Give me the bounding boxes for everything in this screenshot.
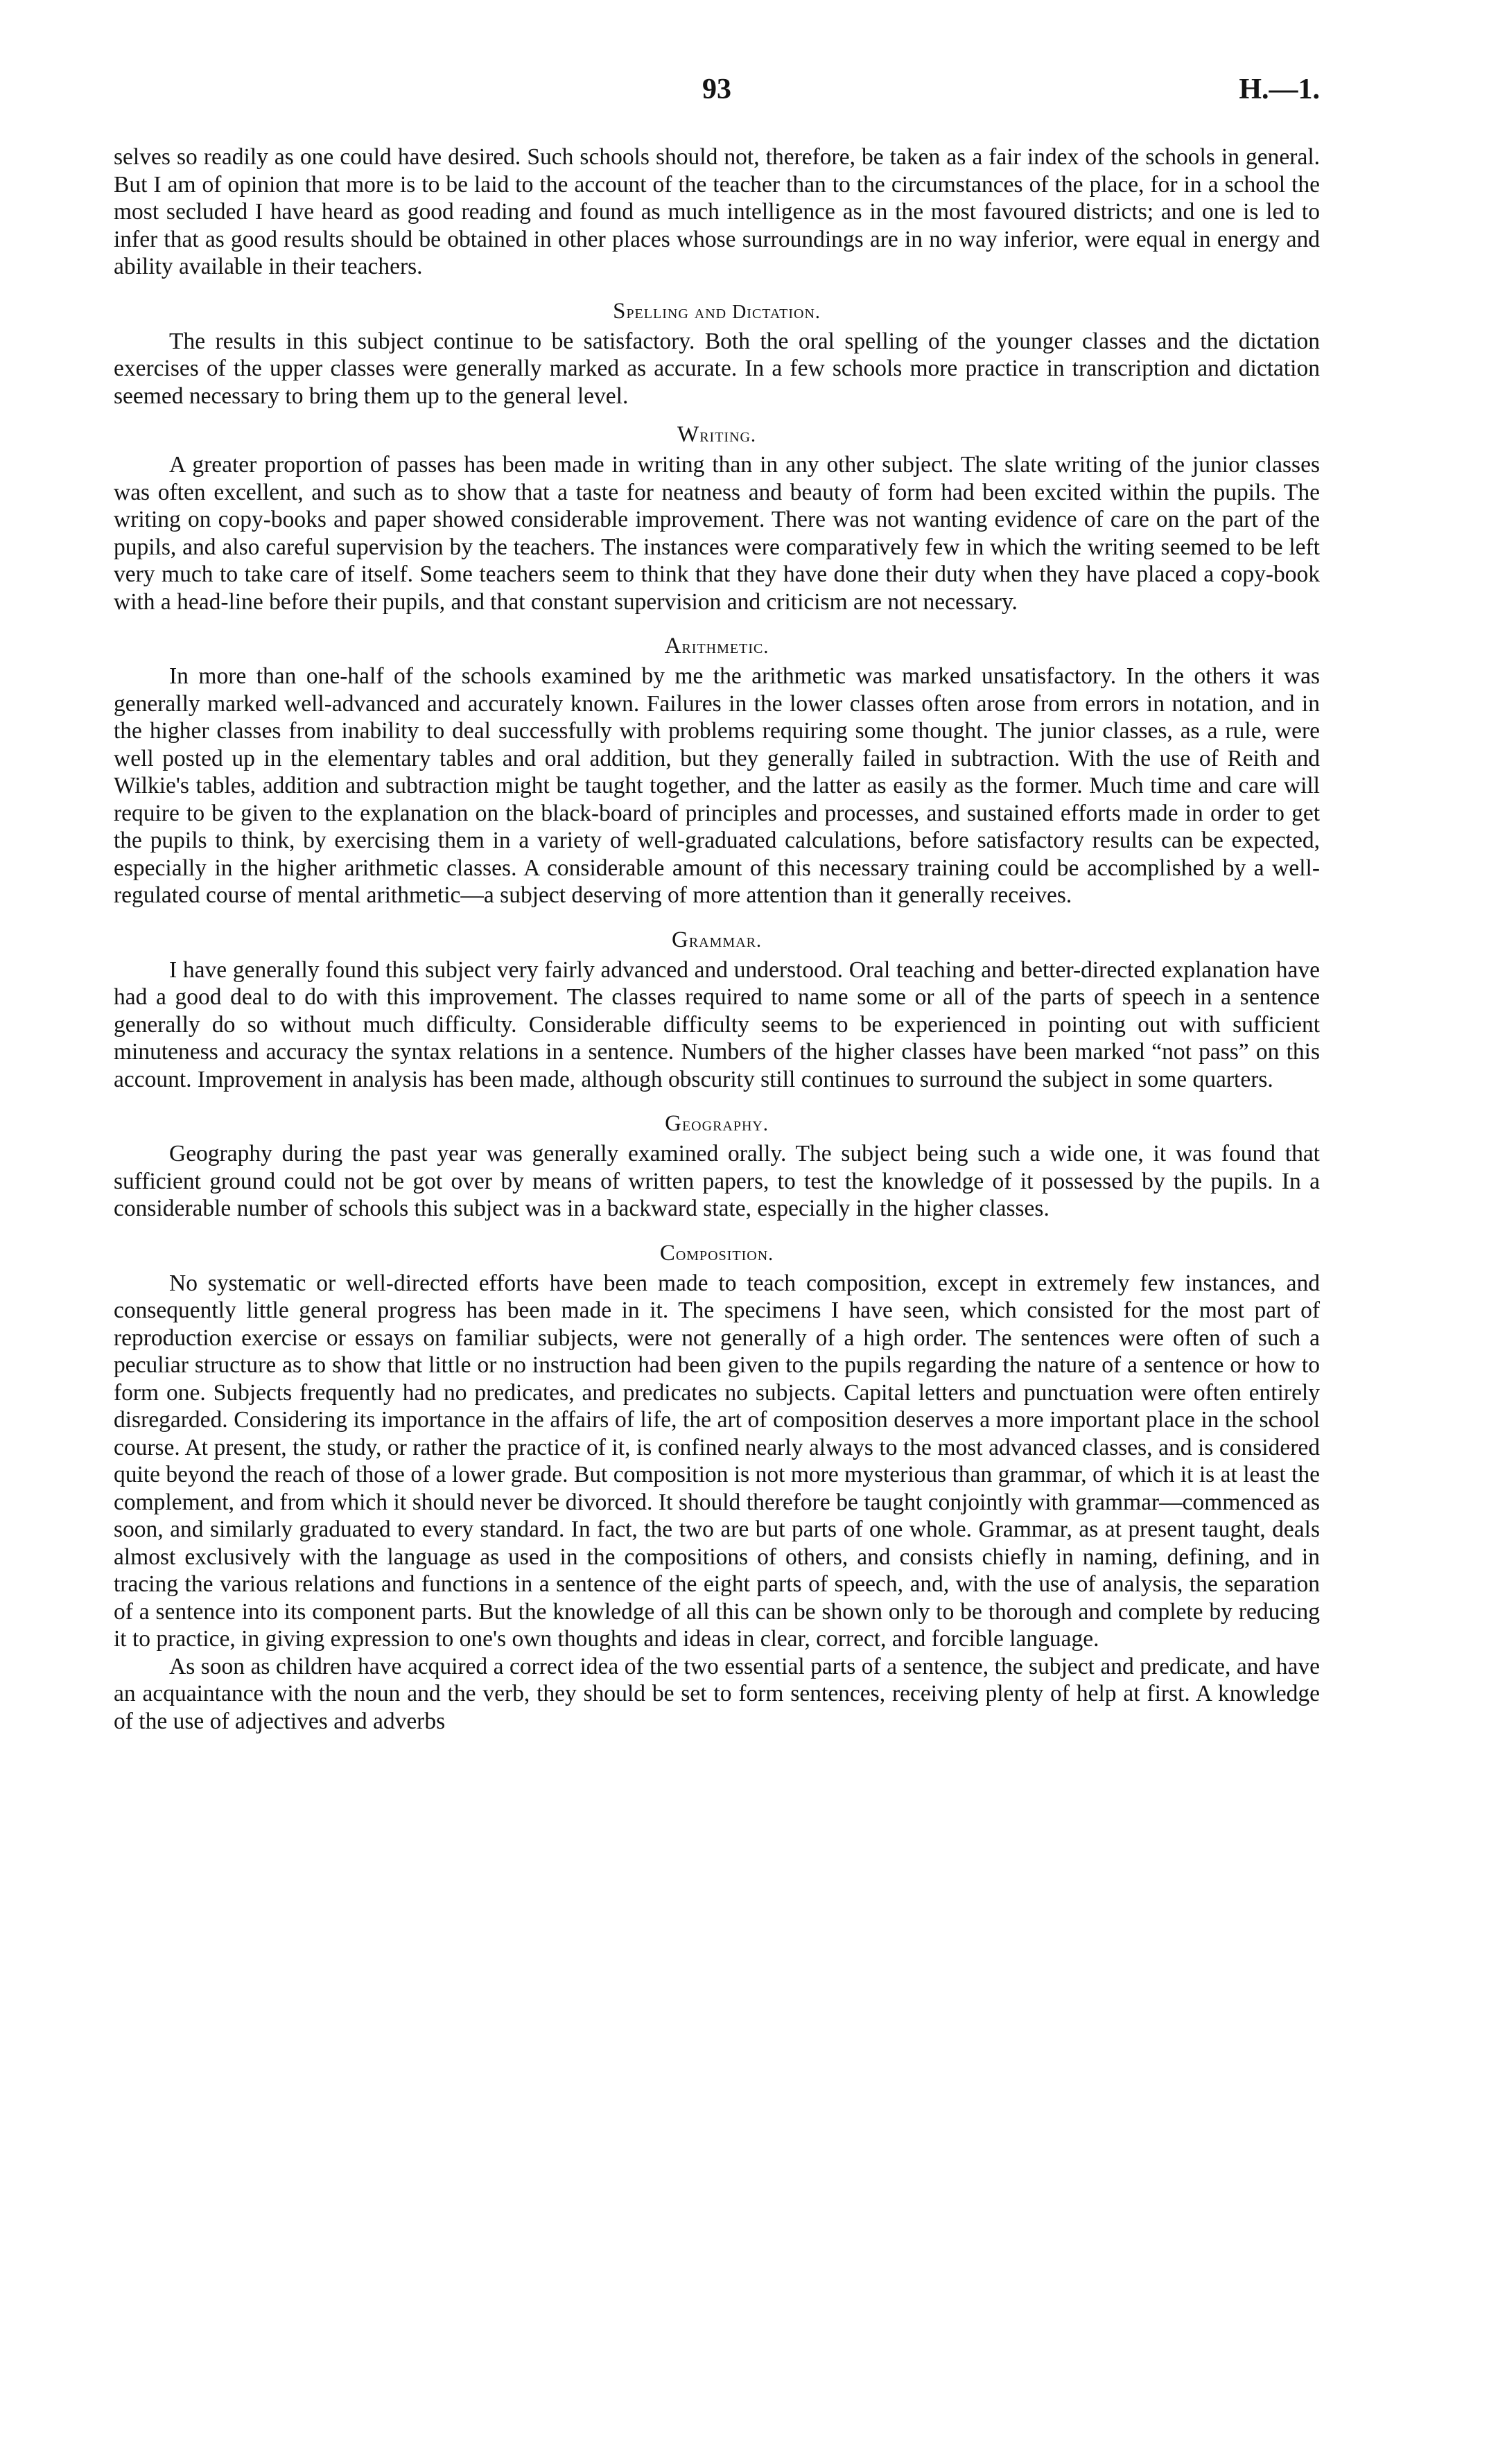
section-heading-spelling: Spelling and Dictation. [613, 298, 821, 324]
section-heading-grammar: Grammar. [672, 927, 762, 952]
section-heading-arithmetic: Arithmetic. [664, 634, 769, 658]
section-heading-composition: Composition. [659, 1240, 774, 1266]
writing-paragraph: A greater proportion of passes has been made in writing than in any other subject. The slate writing of the junior classes was often excellent, and such as to show that a taste for neatness and beauty of form had been excited within the pupils. The writing on copy-books and paper showed considerable improvement. There was not wanting evidence of care on the part of the pupils, and also careful supervision by the teachers. The instances were comparatively few in which the writing seemed to be left very much to take care of itself. Some teachers seem to think that they have done their duty when they have placed a copy-book with a head-line before their pupils, and that constant supervision and criticism are not necessary. [114, 452, 1320, 615]
document-reference: H.—1. [1239, 73, 1320, 105]
composition-paragraph-1: No systematic or well-directed efforts have been made to teach composition, except in extremely few instances, and consequently little general progress has been made in it. The specimens I have seen, which consisted for the most part of reproduction exercise or essays on familiar subjects, were not generally of a high order. The sentences were often of such a peculiar structure as to show that little or no instruction had been given to the pupils regarding the nature of a sentence or how to form one. Subjects frequently had no predicates, and predicates no subjects. Capital letters and punctuation were often entirely disregarded. Considering its importance in the affairs of life, the art of composition deserves a more important place in the school course. At present, the study, or rather the practice of it, is confined nearly always to the most advanced classes, and is considered quite beyond the reach of those of a lower grade. But composition is not more mysterious than grammar, of which it is at least the complement, and from which it should never be divorced. It should therefore be taught conjointly with grammar—commenced as soon, and similarly graduated to every standard. In fact, the two are but parts of one whole. Grammar, as at present taught, deals almost exclusively with the language as used in the compositions of others, and consists chiefly in naming, defining, and in tracing the various relations and functions in a sentence of the eight parts of speech, and, with the use of analysis, the separation of a sentence into its component parts. But the knowledge of all this can be shown only to be thorough and complete by reducing it to practice, in giving expression to one's own thoughts and ideas in clear, correct, and forcible language. [114, 1270, 1320, 1652]
geography-paragraph: Geography during the past year was generally examined orally. The subject being such a wide one, it was found that sufficient ground could not be got over by means of written papers, to test the knowledge of it possessed by the pupils. In a considerable number of schools this subject was in a backward state, especially in the higher classes. [114, 1141, 1320, 1221]
section-heading-geography: Geography. [665, 1111, 769, 1136]
intro-paragraph: selves so readily as one could have desired. Such schools should not, therefore, be taken as a fair index of the schools in general. But I am of opinion that more is to be laid to the account of the teacher than to the circumstances of the place, for in a school the most secluded I have heard as good reading and found as much intelligence as in the most favoured districts; and one is led to infer that as good results should be obtained in other places whose surroundings are in no way inferior, were equal in energy and ability available in their teachers. [114, 144, 1320, 279]
section-heading-writing: Writing. [677, 422, 756, 447]
arithmetic-paragraph: In more than one-half of the schools examined by me the arithmetic was marked unsatisfactory. In the others it was generally marked well-advanced and accurately known. Failures in the lower classes often arose from errors in notation, and in the higher classes from inability to deal successfully with problems requiring some thought. The junior classes, as a rule, were well posted up in the elementary tables and oral addition, but they generally failed in subtraction. With the use of Reith and Wilkie's tables, addition and subtraction might be taught together, and the latter as easily as the former. Much time and care will require to be given to the explanation on the black-board of principles and processes, and sustained efforts made in order to get the pupils to think, by exercising them in a variety of well-graduated calculations, before satisfactory results can be expected, especially in the higher arithmetic classes. A considerable amount of this necessary training could be accomplished by a well-regulated course of mental arithmetic—a subject deserving of more attention than it generally receives. [114, 663, 1320, 908]
grammar-paragraph: I have generally found this subject very fairly advanced and understood. Oral teaching and better-directed explanation have had a good deal to do with this improvement. The classes required to name some or all of the parts of speech in a sentence generally do so without much difficulty. Considerable difficulty seems to be experienced in pointing out with sufficient minuteness and accuracy the syntax relations in a sentence. Numbers of the higher classes have been marked “not pass” on this account. Improvement in analysis has been made, although obscurity still continues to surround the subject in some quarters. [114, 956, 1320, 1092]
page-number: 93 [702, 73, 731, 105]
composition-paragraph-2: As soon as children have acquired a correct idea of the two essential parts of a sentence, the subject and predicate, and have an acquaintance with the noun and the verb, they should be set to form sentences, receiving plenty of help at first. A knowledge of the use of adjectives and adverbs [114, 1653, 1320, 1734]
document-page [114, 73, 1320, 1735]
page-header [114, 73, 1320, 128]
spelling-paragraph: The results in this subject continue to be satisfactory. Both the oral spelling of the younger classes and the dictation exercises of the upper classes were generally marked as accurate. In a few schools more practice in transcription and dictation seemed necessary to bring them up to the general level. [114, 328, 1320, 409]
